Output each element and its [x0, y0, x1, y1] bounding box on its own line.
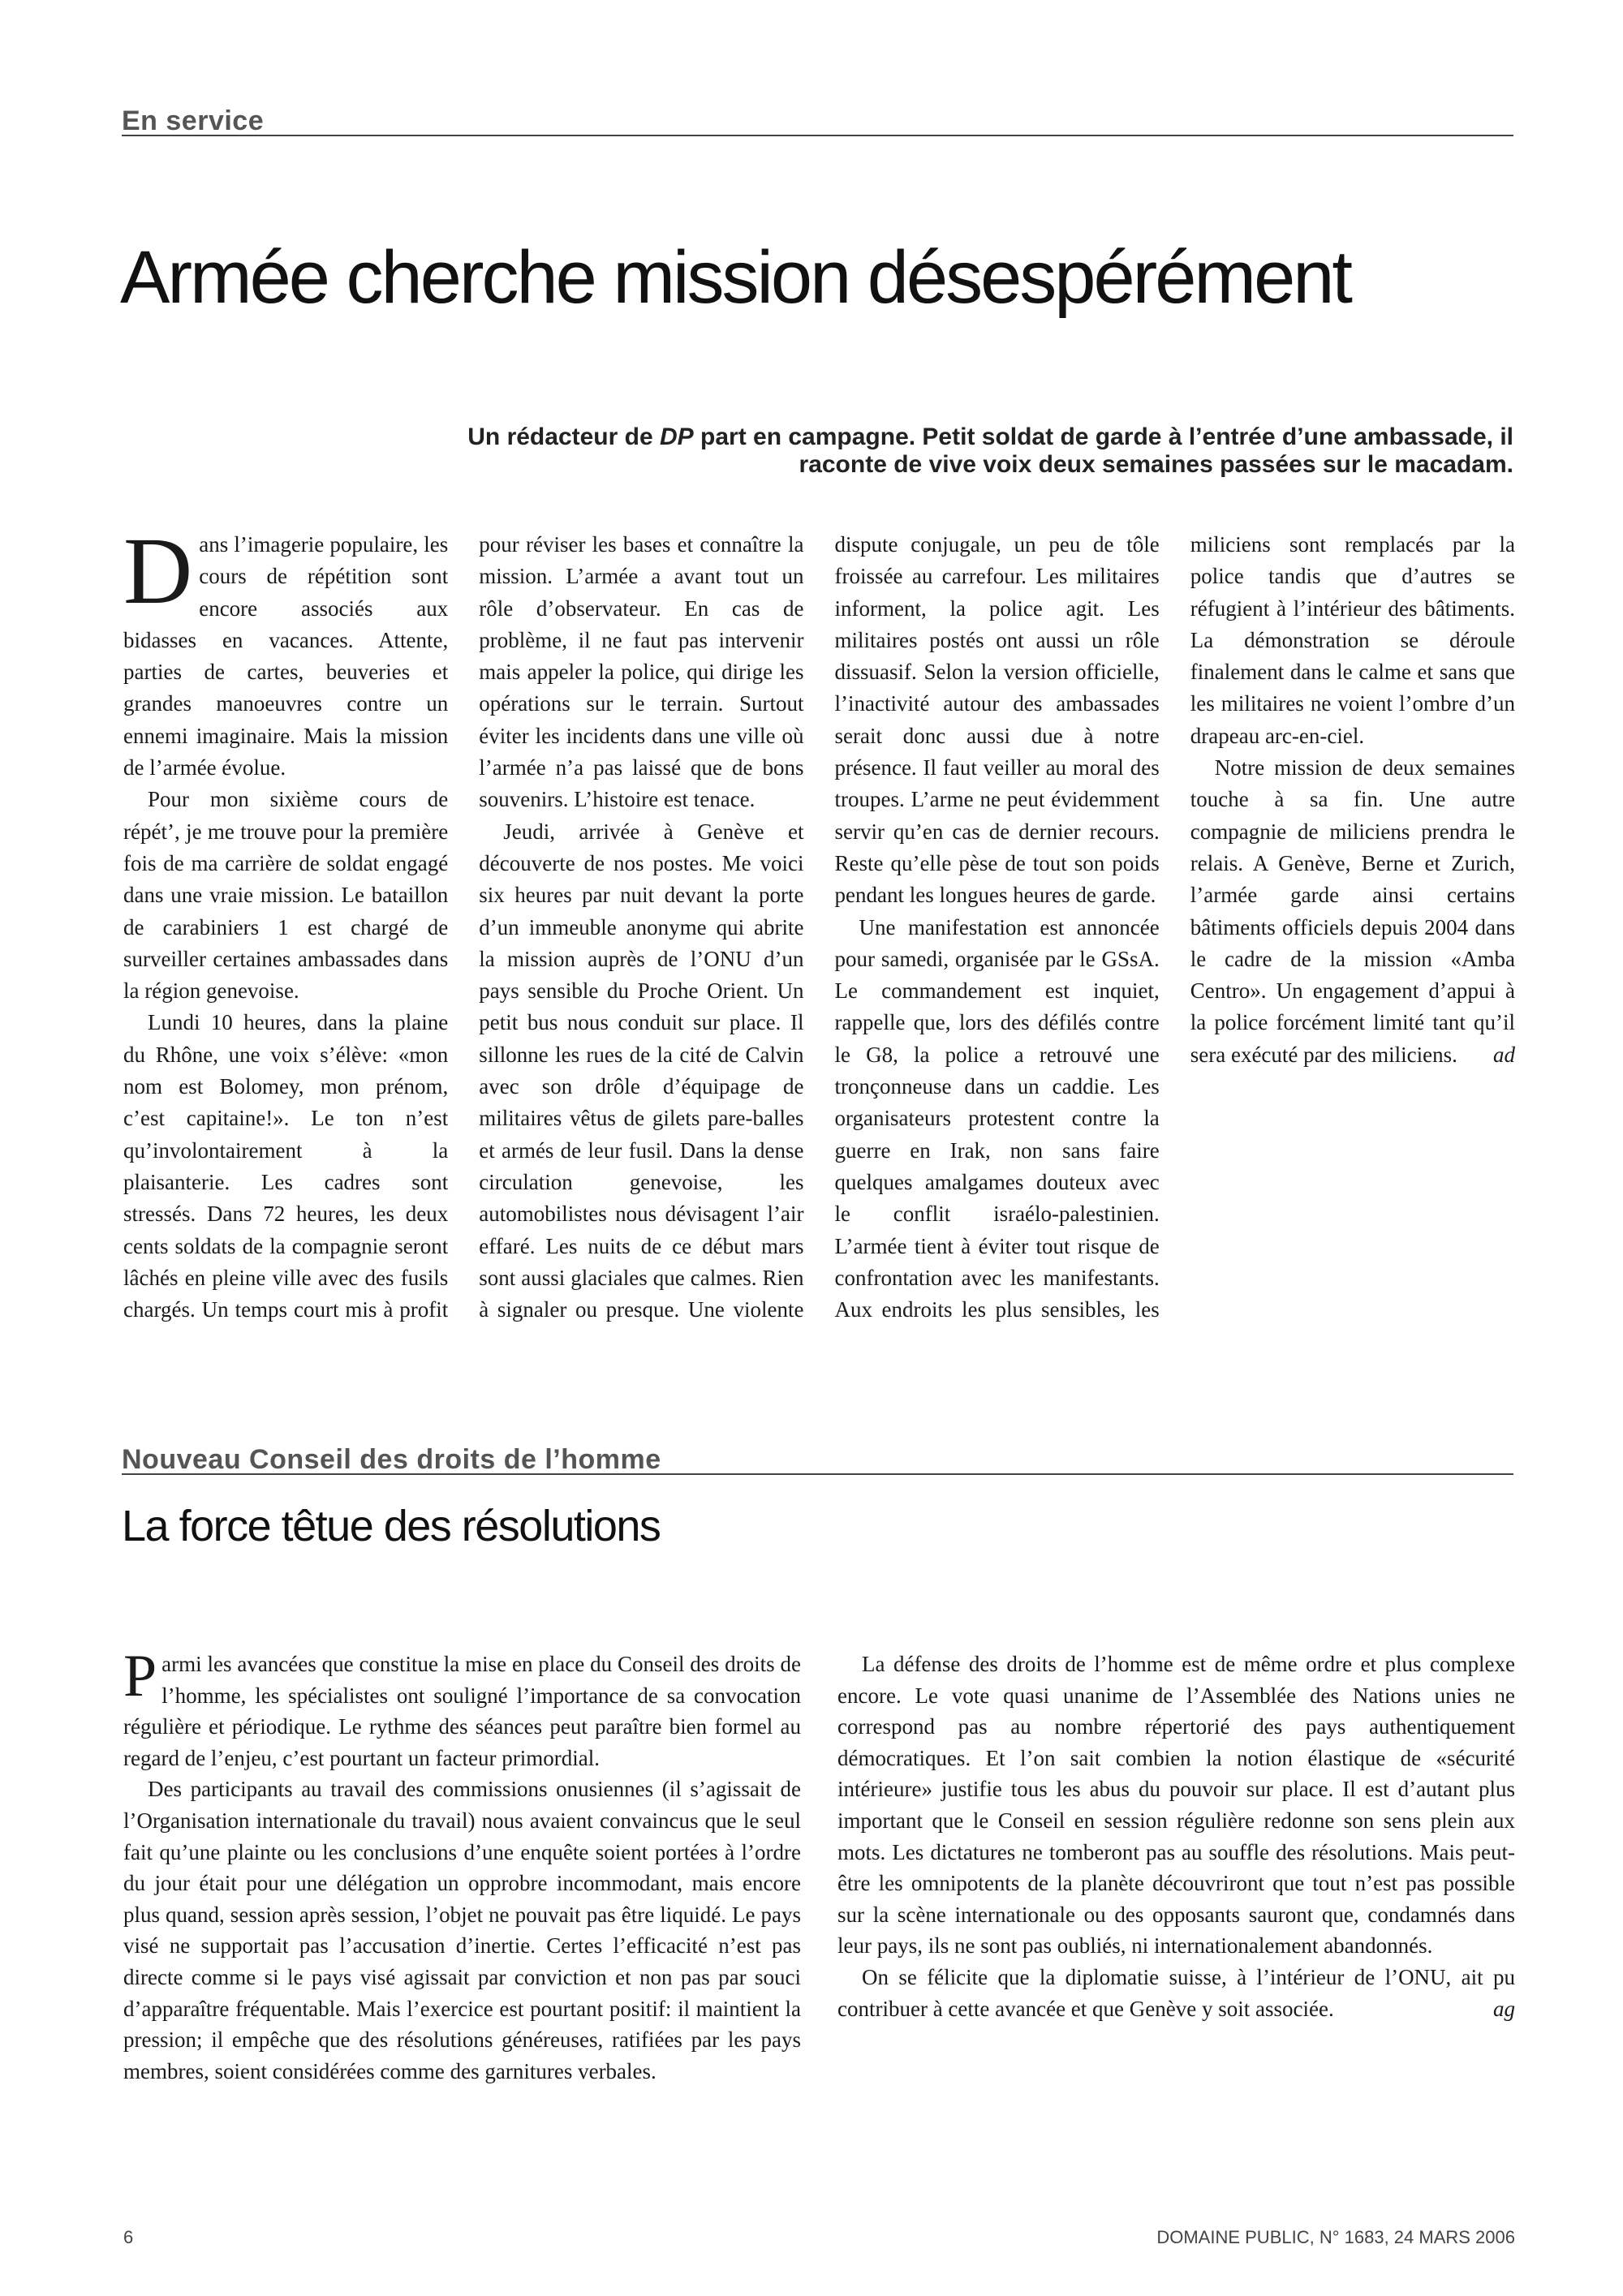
article-paragraph: Des participants au travail des commissions onusiennes (il s’agissait de l’Organisation internationale du travail) nous avaient convaincus que le seul fait qu’une plainte ou les conclusions d’une enquête soient portées à l’ordre du jour était pour une délégation un opprobre incommodant, mais encore plus quand, session après session, l’objet ne pouvait pas être liquidé. Le pays visé ne supportait pas l’accusation d’inertie. Certes l’efficacité n’est pas directe comme si le pays visé agissait par conviction et non pas par souci d’apparaître fréquentable. Mais l’exercice est pourtant positif: il maintient la pression; il empêche que des résolutions généreuses, ratifiées par les pays membres, soient considérées comme des garnitures verbales.: [123, 1777, 801, 2083]
drop-cap: D: [123, 518, 193, 624]
chapeau-text-a: Un rédacteur de: [467, 424, 660, 450]
page-number: 6: [123, 2227, 134, 2247]
article-paragraph: La défense des droits de l’homme est de même ordre et plus complexe encore. Le vote quasi unanime de l’Assemblée des Nations unies ne correspond pas au nombre répertorié des pays authentiquement démocratiques. Et l’on sait combien la notion élastique de «sécurité intérieure» justifie tous les abus du pouvoir sur place. Il est d’autant plus important que le Conseil en session régulière redonne son sens plein aux mots. Les dictatures ne tomberont pas au souffle des résolutions. Mais peut-être les omnipotents de la planète découvriront que tout n’est pas possible sur la scène internationale ou des opposants sauront que, condamnés dans leur pays, ils ne sont pas oubliés, ni internationalement abandonnés.: [837, 1652, 1515, 1958]
article-body: [123, 518, 1515, 1348]
article-signature-2: ag: [1493, 1996, 1515, 2021]
publication-info: DOMAINE PUBLIC, N° 1683, 24 MARS 2006: [1156, 2227, 1515, 2247]
article-paragraph: Dans l’imagerie populaire, les cours de répétition sont encore associés aux bidasses en vacances. Attente, parties de cartes, beuveries et grandes manoeuvres contre un ennemi imaginaire. Mais la mission de l’armée évolue.: [123, 518, 449, 780]
article-title-2: La force têtue des résolutions: [122, 1502, 661, 1550]
article-paragraph: On se félicite que la diplomatie suisse, à l’intérieur de l’ONU, ait pu contribuer à cette avancée et que Genève y soit associée. ag: [837, 1962, 1515, 2024]
article-chapeau: [390, 424, 1513, 479]
drop-cap-2: P: [123, 1643, 157, 1709]
article-paragraph: Pour mon sixième cours de répét’, je me trouve pour la première fois de ma carrière de soldat engagé dans une vraie mission. Le bataillon de carabiniers 1 est chargé de surveiller certaines ambassades dans la région genevoise.: [123, 787, 449, 1004]
rubric-en-service: En service: [122, 105, 265, 136]
article-paragraph: Notre mission de deux semaines touche à sa fin. Une autre compagnie de miliciens prendra le relais. A Genève, Berne et Zurich, l’armée garde ainsi certains bâtiments officiels depuis 2004 dans le cadre de la mission «Amba Centro». Un engagement d’appui à la police forcément limité tant qu’il sera exécuté par des miliciens. ad: [1190, 752, 1515, 1071]
article-paragraph: Jeudi, arrivée à Genève et découverte de nos postes. Me voici six heures par nuit devant la porte d’un immeuble anonyme qui abrite la mission auprès de l’ONU d’un pays sensible du Proche Orient. Un petit bus nous conduit sur place. Il sillonne les rues de la cité de Calvin avec son drôle d’équipage de militaires vêtus de gilets pare-balles et armés de leur fusil. Dans la dense circulation genevoise, les automobilistes nous dévisagent l’air effaré. Les nuits de ce début mars sont aussi glaciales que calmes. Rien à signaler ou presque. Une violente dispute conjugale, un peu de tôle froissée au carrefour. Les militaires informent, la police agit. Les militaires postés ont aussi un rôle dissuasif. Selon la version officielle, l’inactivité autour des ambassades serait donc aussi due à notre présence. Il faut veiller au moral des troupes. L’arme ne peut évidemment servir qu’en cas de dernier recours. Reste qu’elle pèse de tout son poids pendant les longues heures de garde.: [479, 532, 1160, 1322]
article-paragraph: Parmi les avancées que constitue la mise en place du Conseil des droits de l’homme, les spécialistes ont souligné l’importance de sa convocation régulière et périodique. Le rythme des séances peut paraître bien formel au regard de l’enjeu, c’est pourtant un facteur primordial.: [123, 1643, 801, 1770]
article-body-2: [123, 1643, 1515, 2091]
article-paragraph: Une manifestation est annoncée pour samedi, organisée par le GSsA. Le commandement est inquiet, rappelle que, lors des défilés contre le G8, la police a retrouvé une tronçonneuse dans un caddie. Les organisateurs protestent contre la guerre en Irak, non sans faire quelques amalgames douteux avec le conflit israélo-palestinien. L’armée tient à éviter tout risque de confrontation avec les manifestants. Aux endroits les plus sensibles, les miliciens sont remplacés par la police tandis que d’autres se réfugient à l’intérieur des bâtiments. La démonstration se déroule finalement dans le calme et sans que les militaires ne voient l’ombre d’un drapeau arc-en-ciel.: [834, 532, 1515, 1322]
article-title: Armée cherche mission désespérément: [120, 236, 1350, 319]
chapeau-dp: DP: [659, 424, 694, 450]
chapeau-text-b: part en campagne. Petit soldat de garde à l’entrée d’une ambassade, il raconte de vive voix deux semaines passées sur le macadam.: [693, 424, 1513, 478]
article-signature: ad: [1493, 1042, 1515, 1067]
rubric-conseil: Nouveau Conseil des droits de l’homme: [122, 1444, 661, 1475]
article-paragraph: Lundi 10 heures, dans la plaine du Rhône, une voix s’élève: «mon nom est Bolomey, mon prénom, c’est capitaine!». Le ton n’est qu’involontairement à la plaisanterie. Les cadres sont stressés. Dans 72 heures, les deux cents soldats de la compagnie seront lâchés en pleine ville avec des fusils chargés. Un temps court mis à profit pour réviser les bases et connaître la mission. L’armée a avant tout un rôle d’observateur. En cas de problème, il ne faut pas intervenir mais appeler la police, qui dirige les opérations sur le terrain. Surtout éviter les incidents dans une ville où l’armée n’a pas laissé que de bons souvenirs. L’histoire est tenace.: [123, 532, 804, 1322]
rubric-rule: [122, 135, 1513, 136]
rubric-rule-2: [122, 1473, 1513, 1475]
